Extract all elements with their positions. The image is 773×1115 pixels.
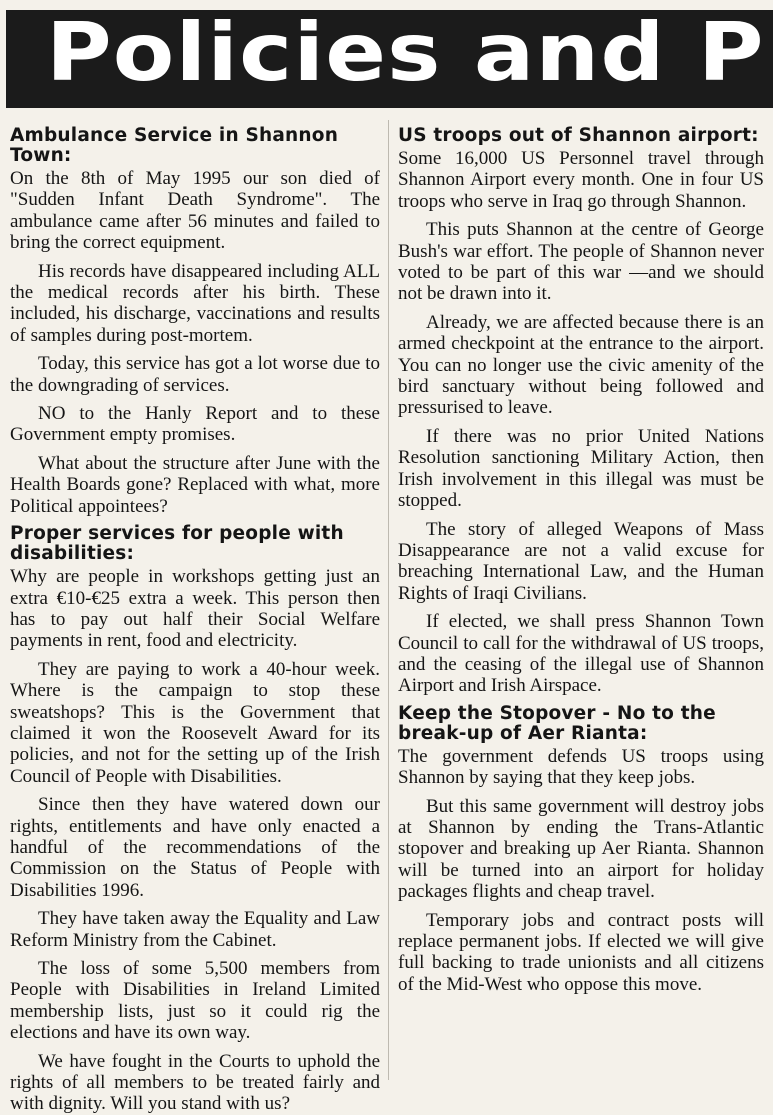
- left-column: [10, 125, 380, 1115]
- right-column: [398, 126, 764, 1080]
- paragraph: On the 8th of May 1995 our son died of "Sudden Infant Death Syndrome". The ambulance came after 56 minutes and failed to bring the correct equipment.: [10, 168, 380, 254]
- section-heading-us-troops: US troops out of Shannon airport:: [398, 125, 759, 146]
- column-divider: [388, 120, 389, 1080]
- paragraph: Temporary jobs and contract posts will replace permanent jobs. If elected we will give full backing to trade unionists and all citizens of the Mid-West who oppose this move.: [398, 909, 764, 995]
- paragraph: The loss of some 5,500 members from People with Disabilities in Ireland Limited membership lists, just so it could rig the elections and have its own way.: [10, 958, 380, 1044]
- paragraph: NO to the Hanly Report and to these Government empty promises.: [10, 403, 380, 446]
- paragraph: Some 16,000 US Personnel travel through Shannon Airport every month. One in four US troops who serve in Iraq go through Shannon.: [398, 148, 764, 212]
- section-heading-stopover: Keep the Stopover - No to the break-up of Aer Rianta:: [398, 702, 716, 744]
- section-heading-ambulance: Ambulance Service in Shannon Town:: [10, 125, 339, 166]
- section-heading-disabilities: Proper services for people with disabilities:: [10, 523, 344, 565]
- paragraph: The government defends US troops using Shannon by saying that they keep jobs.: [398, 745, 764, 789]
- headline-title: Policies and P: [46, 10, 765, 99]
- paragraph: If there was no prior United Nations Resolution sanctioning Military Action, then Irish involvement in this illegal was must be stopped.: [398, 425, 764, 512]
- paragraph: The story of alleged Weapons of Mass Disappearance are not a valid excuse for breaching International Law, and the Human Rights of Iraqi Civilians.: [398, 518, 764, 604]
- paragraph: But this same government will destroy jobs at Shannon by ending the Trans-Atlantic stopover and breaking up Aer Rianta. Shannon will be turned into an airport for holiday packages flights and cheap travel.: [398, 795, 764, 903]
- paragraph: His records have disappeared including ALL the medical records after his birth. These included, his discharge, vaccinations and results of samples during post-mortem.: [10, 260, 380, 346]
- paragraph: If elected, we shall press Shannon Town Council to call for the withdrawal of US troops, and the ceasing of the illegal use of Shannon Airport and Irish Airspace.: [398, 611, 764, 697]
- paragraph: We have fought in the Courts to uphold the rights of all members to be treated fairly and with dignity. Will you stand with us?: [10, 1050, 380, 1115]
- paragraph: What about the structure after June with the Health Boards gone? Replaced with what, more Political appointees?: [10, 452, 380, 517]
- headline-banner: [6, 10, 773, 108]
- paragraph: Today, this service has got a lot worse due to the downgrading of services.: [10, 353, 380, 396]
- paragraph: Why are people in workshops getting just an extra €10-€25 extra a week. This person then has to pay out half their Social Welfare payments in rent, food and electricity.: [10, 566, 380, 652]
- paragraph: Already, we are affected because there is an armed checkpoint at the entrance to the airport. You can no longer use the civic amenity of the bird sanctuary without being followed and pressurised to leave.: [398, 311, 764, 419]
- paragraph: This puts Shannon at the centre of George Bush's war effort. The people of Shannon never voted to be part of this war —and we should not be drawn into it.: [398, 219, 764, 305]
- paragraph: They have taken away the Equality and Law Reform Ministry from the Cabinet.: [10, 908, 380, 951]
- paragraph: Since then they have watered down our rights, entitlements and have only enacted a handful of the recommendations of the Commission on the Status of People with Disabilities 1996.: [10, 794, 380, 901]
- paragraph: They are paying to work a 40-hour week. Where is the campaign to stop these sweatshops? This is the Government that claimed it won the Roosevelt Award for its policies, and not for the setting up of the Irish Council of People with Disabilities.: [10, 658, 380, 787]
